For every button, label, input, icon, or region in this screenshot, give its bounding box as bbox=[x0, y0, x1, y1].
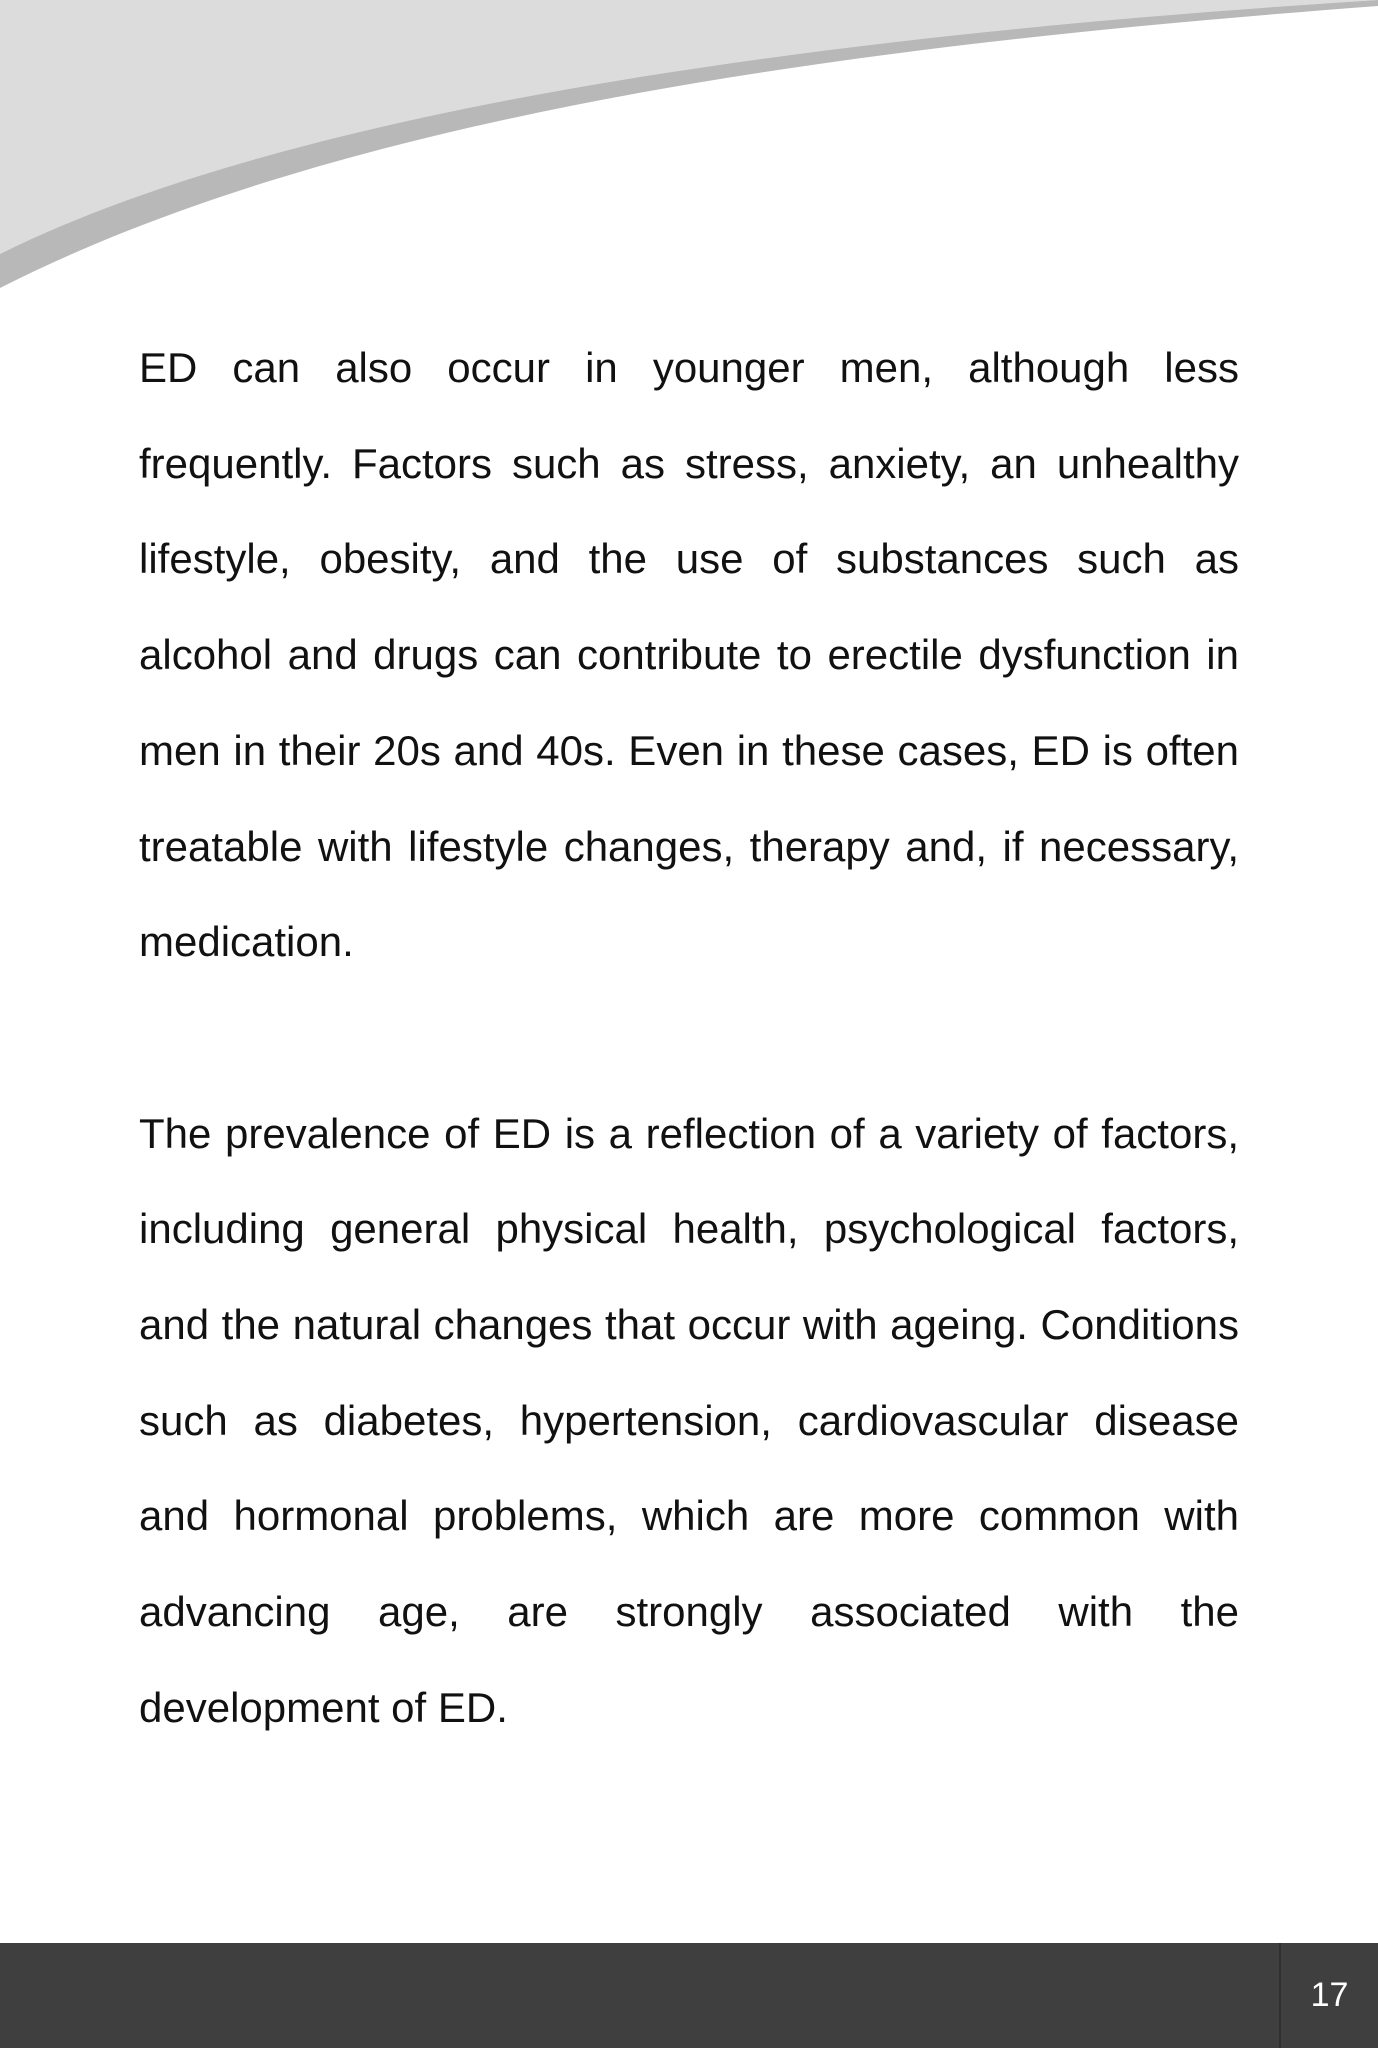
page-body bbox=[139, 320, 1239, 1756]
footer-bar bbox=[0, 1943, 1378, 2048]
swoosh-light-band bbox=[0, 0, 1378, 254]
paragraph-prevalence: The prevalence of ED is a reflection of a variety of factors, including general physical health, psychological factors, and the natural changes that occur with ageing. Conditions such as diabetes, hypertension, cardiovascular disease and hormonal problems, which are more common with advancing age, are strongly associated with the development of ED. bbox=[139, 1109, 1239, 1731]
paragraph-younger-men: ED can also occur in younger men, although less frequently. Factors such as stress, anxiety, an unhealthy lifestyle, obesity, and the use of substances such as alcohol and drugs can contribute to erectile dysfunction in men in their 20s and 40s. Even in these cases, ED is often treatable with lifestyle changes, therapy and, if necessary, medication. bbox=[139, 344, 1239, 966]
page-number: 17 bbox=[1279, 1943, 1378, 2048]
header-swoosh-decoration bbox=[0, 0, 1378, 300]
